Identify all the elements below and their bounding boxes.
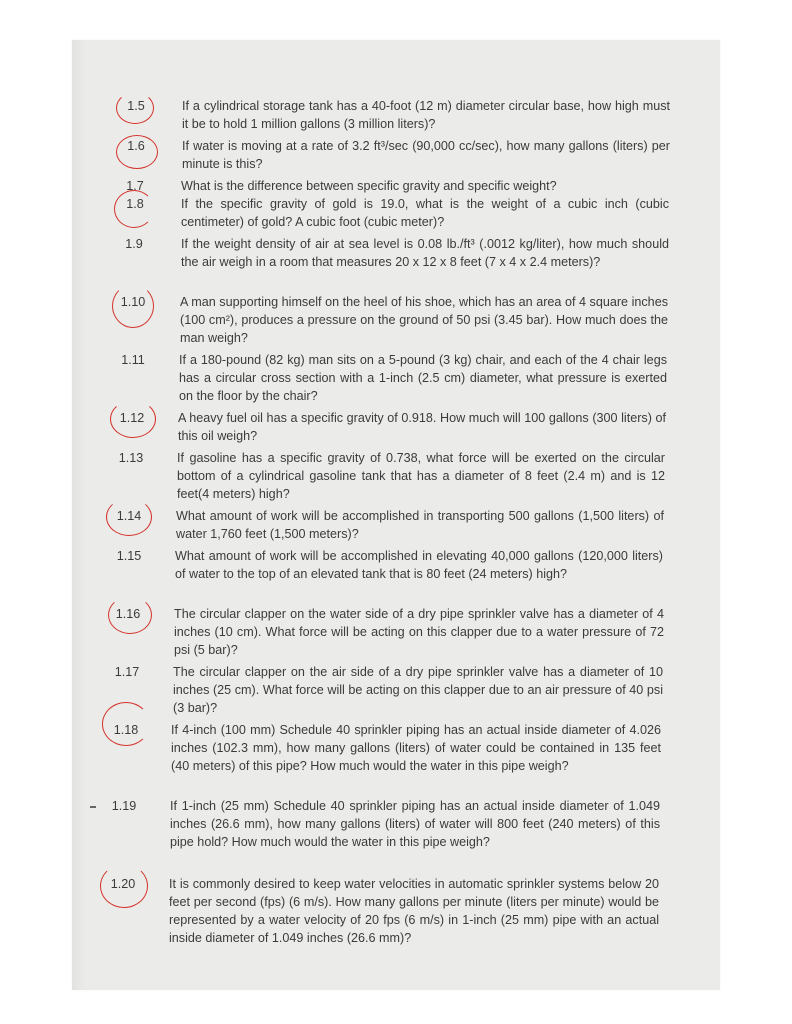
problem-number: 1.7 bbox=[126, 179, 144, 193]
problem-number: 1.19 bbox=[111, 799, 137, 813]
problem-number: 1.6 bbox=[127, 139, 145, 153]
problem-number: 1.14 bbox=[116, 509, 142, 523]
problem-text: The circular clapper on the water side of a dry pipe sprinkler valve has a diameter of 4 inches (10 cm). What force will be acting on this clapper due to a water pressure of 72 psi (5 bar)? bbox=[174, 607, 664, 657]
problem-text: If the specific gravity of gold is 19.0, what is the weight of a cubic inch (cubic centimeter) of gold? A cubic foot (cubic meter)? bbox=[181, 197, 669, 229]
problem-text: If a 180-pound (82 kg) man sits on a 5-pound (3 kg) chair, and each of the 4 chair legs has a circular cross section with a 1-inch (2.5 cm) diameter, what pressure is exerted on the floor by the chair? bbox=[179, 353, 667, 403]
problem-number: 1.15 bbox=[116, 549, 142, 563]
handdrawn-circle-mark bbox=[114, 190, 154, 228]
handdrawn-circle-mark bbox=[100, 864, 148, 908]
handdrawn-circle-mark bbox=[116, 92, 154, 124]
problem-text: If a cylindrical storage tank has a 40-foot (12 m) diameter circular base, how high must it be to hold 1 million gallons (3 million liters)? bbox=[182, 99, 670, 131]
handdrawn-circle-mark bbox=[112, 284, 154, 328]
handdrawn-circle-mark bbox=[102, 702, 150, 746]
problem-text: If the weight density of air at sea level is 0.08 lb./ft³ (.0012 kg/liter), how much should the air weigh in a room that measures 20 x 12 x 8 feet (7 x 4 x 2.4 meters)? bbox=[181, 237, 669, 269]
problem-number: 1.16 bbox=[115, 607, 141, 621]
problem-text: What is the difference between specific gravity and specific weight? bbox=[181, 179, 557, 193]
problem-number: 1.18 bbox=[113, 723, 139, 737]
problem-number: 1.9 bbox=[125, 237, 143, 251]
handdrawn-circle-mark bbox=[108, 596, 152, 634]
problem-text: It is commonly desired to keep water velocities in automatic sprinkler systems below 20 feet per second (fps) (6 m/s). How many gallons per minute (liters per minute) would be represented by a water velocity of 20 fps (6 m/s) in 1-inch (25 mm) pipe with an actual inside diameter of 1.049 inches (26.6 mm)? bbox=[169, 877, 659, 945]
problem-text: If 1-inch (25 mm) Schedule 40 sprinkler piping has an actual inside diameter of 1.049 inches (26.6 mm), how many gallons (liters) of water will 800 feet (240 meters) of this pipe hold? How much would the water in this pipe weigh? bbox=[170, 799, 660, 849]
problem-text: A man supporting himself on the heel of his shoe, which has an area of 4 square inches (100 cm²), produces a pressure on the ground of 50 psi (3.45 bar). How much does the man weigh? bbox=[180, 295, 668, 345]
problem-number: 1.8 bbox=[126, 197, 144, 211]
handdrawn-circle-mark bbox=[106, 498, 152, 536]
problem-number: 1.10 bbox=[120, 295, 146, 309]
problem-text: What amount of work will be accomplished in transporting 500 gallons (1,500 liters) of water 1,760 feet (1,500 meters)? bbox=[176, 509, 664, 541]
problem-text: If gasoline has a specific gravity of 0.738, what force will be exerted on the circular bottom of a cylindrical gasoline tank that has a diameter of 8 feet (2.4 m) and is 12 feet(4 meters) high? bbox=[177, 451, 665, 501]
margin-dash-mark bbox=[90, 806, 96, 808]
problem-text: The circular clapper on the air side of a dry pipe sprinkler valve has a diameter of 10 inches (25 cm). What force will be acting on this clapper due to an air pressure of 40 psi (3 bar)? bbox=[173, 665, 663, 715]
problem-number: 1.20 bbox=[110, 877, 136, 891]
problem-text: A heavy fuel oil has a specific gravity of 0.918. How much will 100 gallons (300 liters) of this oil weigh? bbox=[178, 411, 666, 443]
problem-number: 1.12 bbox=[119, 411, 145, 425]
problem-text: If water is moving at a rate of 3.2 ft³/sec (90,000 cc/sec), how many gallons (liters) per minute is this? bbox=[182, 139, 670, 171]
problem-text: If 4-inch (100 mm) Schedule 40 sprinkler piping has an actual inside diameter of 4.026 inches (102.3 mm), how many gallons (liters) of water could be contained in 135 feet (40 meters) of this pipe? How much would the water in this pipe weigh? bbox=[171, 723, 661, 773]
handdrawn-circle-mark bbox=[116, 135, 158, 169]
scanned-page bbox=[72, 40, 720, 990]
problem-number: 1.11 bbox=[121, 353, 145, 367]
problem-list bbox=[72, 40, 720, 990]
problem-text: What amount of work will be accomplished in elevating 40,000 gallons (120,000 liters) of water to the top of an elevated tank that is 80 feet (24 meters) high? bbox=[175, 549, 663, 581]
problem-number: 1.5 bbox=[127, 99, 145, 113]
handdrawn-circle-mark bbox=[110, 400, 156, 438]
problem-number: 1.17 bbox=[114, 665, 140, 679]
problem-number: 1.13 bbox=[118, 451, 144, 465]
